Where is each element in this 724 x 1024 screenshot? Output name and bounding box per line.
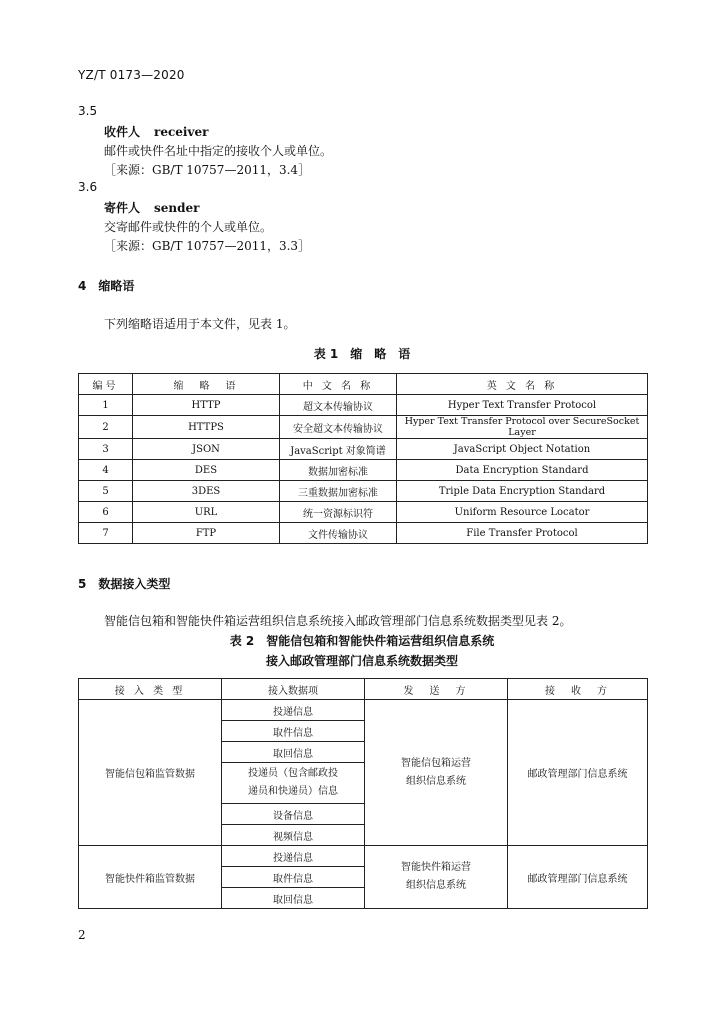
- header-english-name: 英 文 名 称: [397, 374, 648, 395]
- cell-english-name: File Transfer Protocol: [397, 523, 648, 544]
- table-header-row: [79, 374, 648, 395]
- cell-number: 2: [79, 416, 133, 439]
- cell-english-name: Hyper Text Transfer Protocol over SecureSocket Layer: [397, 416, 648, 439]
- header-receiver: 接 收 方: [508, 679, 648, 700]
- term-en: receiver: [154, 125, 209, 139]
- header-number: 编号: [79, 374, 133, 395]
- cell-data-item: 设备信息: [222, 804, 365, 825]
- cell-number: 7: [79, 523, 133, 544]
- cell-data-item: 投递员（包含邮政投递员和快递员）信息: [222, 763, 365, 804]
- section-number: 5: [78, 577, 87, 591]
- cell-english-name: Triple Data Encryption Standard: [397, 481, 648, 502]
- table-caption-line-1: 表 2 智能信包箱和智能快件箱运营组织信息系统: [229, 634, 495, 648]
- header-chinese-name: 中 文 名 称: [280, 374, 397, 395]
- term-number: 3.5: [78, 104, 98, 118]
- sender-line: 智能信包箱运营: [401, 757, 471, 769]
- cell-english-name: Uniform Resource Locator: [397, 502, 648, 523]
- cell-chinese-name: 文件传输协议: [280, 523, 397, 544]
- section-number: 4: [78, 279, 87, 293]
- table-header-row: [79, 679, 648, 700]
- section-heading: [78, 277, 134, 294]
- cell-sender: [365, 700, 508, 846]
- cell-number: 3: [79, 439, 133, 460]
- term-source: ［来源：GB/T 10757—2011，3.4］: [104, 163, 311, 177]
- sender-line: 组织信息系统: [406, 775, 466, 787]
- cell-abbreviation: HTTPS: [133, 416, 280, 439]
- term-en: sender: [154, 201, 200, 215]
- cell-data-item: 取回信息: [222, 888, 365, 909]
- document-id: YZ/T 0173—2020: [78, 68, 185, 82]
- header-abbreviation: 缩 略 语: [133, 374, 280, 395]
- term-definition: 交寄邮件或快件的个人或单位。: [104, 220, 273, 234]
- table-row: [79, 481, 648, 502]
- cell-receiver: 邮政管理部门信息系统: [508, 846, 648, 909]
- term-definition: 邮件或快件名址中指定的接收个人或单位。: [104, 144, 333, 158]
- page-number: 2: [78, 928, 86, 942]
- cell-access-type: 智能信包箱监管数据: [79, 700, 222, 846]
- cell-access-type: 智能快件箱监管数据: [79, 846, 222, 909]
- cell-receiver: 邮政管理部门信息系统: [508, 700, 648, 846]
- cell-number: 4: [79, 460, 133, 481]
- table-row: [79, 416, 648, 439]
- cell-abbreviation: 3DES: [133, 481, 280, 502]
- cell-number: 6: [79, 502, 133, 523]
- table-row: [79, 460, 648, 481]
- cell-data-item: 投递信息: [222, 846, 365, 867]
- cell-number: 5: [79, 481, 133, 502]
- cell-english-name: Hyper Text Transfer Protocol: [397, 395, 648, 416]
- cell-chinese-name: JavaScript 对象简谱: [280, 439, 397, 460]
- header-access-type: 接 入 类 型: [79, 679, 222, 700]
- term-source: ［来源：GB/T 10757—2011，3.3］: [104, 239, 311, 253]
- cell-abbreviation: FTP: [133, 523, 280, 544]
- cell-abbreviation: URL: [133, 502, 280, 523]
- cell-english-name: Data Encryption Standard: [397, 460, 648, 481]
- cell-sender: [365, 846, 508, 909]
- cell-chinese-name: 超文本传输协议: [280, 395, 397, 416]
- cell-abbreviation: DES: [133, 460, 280, 481]
- cell-chinese-name: 三重数据加密标准: [280, 481, 397, 502]
- table-caption-line-2: 接入邮政管理部门信息系统数据类型: [265, 654, 458, 668]
- table-row: [79, 502, 648, 523]
- abbreviation-table: [78, 373, 648, 544]
- section-title: 数据接入类型: [98, 577, 171, 591]
- cell-abbreviation: HTTP: [133, 395, 280, 416]
- sender-line: 智能快件箱运营: [401, 862, 471, 873]
- header-data-item: 接入数据项: [222, 679, 365, 700]
- sender-line: 组织信息系统: [406, 880, 466, 891]
- cell-chinese-name: 安全超文本传输协议: [280, 416, 397, 439]
- cell-english-name: JavaScript Object Notation: [397, 439, 648, 460]
- cell-chinese-name: 数据加密标准: [280, 460, 397, 481]
- section-title: 缩略语: [98, 279, 135, 293]
- cell-data-item: 取回信息: [222, 742, 365, 763]
- table-row: [79, 700, 648, 721]
- term-cn: 寄件人: [104, 201, 141, 215]
- table-row: [79, 439, 648, 460]
- term-heading: [104, 123, 208, 140]
- term-number: 3.6: [78, 180, 98, 194]
- table-row: [79, 523, 648, 544]
- cell-data-item: 取件信息: [222, 721, 365, 742]
- section-intro: 智能信包箱和智能快件箱运营组织信息系统接入邮政管理部门信息系统数据类型见表 2。: [104, 614, 572, 628]
- table-row: [79, 395, 648, 416]
- cell-chinese-name: 统一资源标识符: [280, 502, 397, 523]
- table-row: [79, 846, 648, 867]
- cell-abbreviation: JSON: [133, 439, 280, 460]
- table-caption: 表 1 缩 略 语: [313, 347, 411, 361]
- cell-number: 1: [79, 395, 133, 416]
- term-cn: 收件人: [104, 125, 141, 139]
- section-intro: 下列缩略语适用于本文件，见表 1。: [104, 317, 296, 331]
- data-type-table: [78, 678, 648, 909]
- cell-data-item: 视频信息: [222, 825, 365, 846]
- section-heading: [78, 575, 170, 592]
- cell-data-item: 投递信息: [222, 700, 365, 721]
- term-heading: [104, 199, 199, 216]
- cell-data-item: 取件信息: [222, 867, 365, 888]
- header-sender: 发 送 方: [365, 679, 508, 700]
